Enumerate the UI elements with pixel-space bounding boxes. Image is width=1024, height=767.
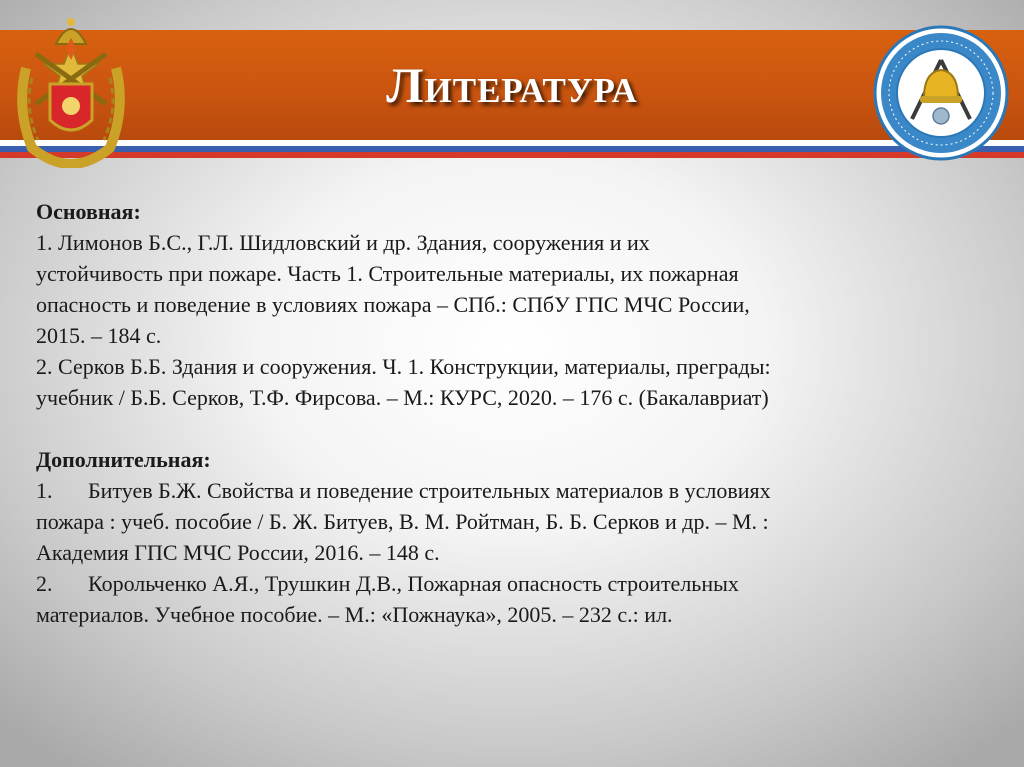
additional-item-1-line-2: пожара : учеб. пособие / Б. Ж. Битуев, В. М. Ройтман, Б. Б. Серков и др. – М. : [36, 509, 769, 534]
additional-item-1-text: Битуев Б.Ж. Свойства и поведение строительных материалов в условиях [88, 478, 771, 503]
additional-item-1-line-1 [36, 475, 996, 506]
main-heading: Основная: [36, 199, 141, 224]
main-line-2: устойчивость при пожаре. Часть 1. Строительные материалы, их пожарная [36, 261, 739, 286]
additional-item-1-number: 1. [36, 478, 53, 503]
additional-item-2-line-1 [36, 568, 996, 599]
additional-heading: Дополнительная: [36, 447, 211, 472]
academy-seal-icon [872, 24, 1010, 162]
main-line-4: 2015. – 184 с. [36, 323, 162, 348]
main-line-3: опасность и поведение в условиях пожара – СПб.: СПбУ ГПС МЧС России, [36, 292, 750, 317]
main-line-5: 2. Серков Б.Б. Здания и сооружения. Ч. 1. Конструкции, материалы, преграды: [36, 354, 771, 379]
mchs-emblem-icon [12, 8, 130, 168]
main-line-6: учебник / Б.Б. Серков, Т.Ф. Фирсова. – М.: КУРС, 2020. – 176 с. (Бакалавриат) [36, 385, 769, 410]
additional-item-1-line-3: Академия ГПС МЧС России, 2016. – 148 с. [36, 540, 440, 565]
additional-item-2-line-2: материалов. Учебное пособие. – М.: «Пожнаука», 2005. – 232 с.: ил. [36, 602, 673, 627]
page-title: Литература [386, 57, 638, 113]
additional-item-2-text: Корольченко А.Я., Трушкин Д.В., Пожарная опасность строительных [88, 571, 739, 596]
additional-item-2-number: 2. [36, 571, 53, 596]
main-line-1: 1. Лимонов Б.С., Г.Л. Шидловский и др. Здания, сооружения и их [36, 230, 650, 255]
literature-content [36, 196, 996, 630]
tricolor-stripes [0, 140, 1024, 162]
